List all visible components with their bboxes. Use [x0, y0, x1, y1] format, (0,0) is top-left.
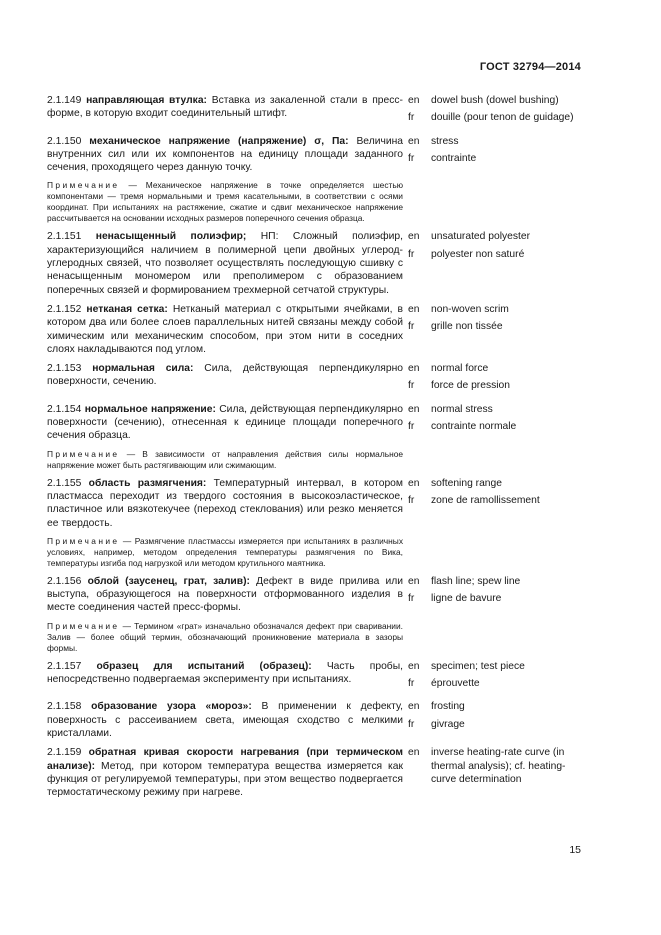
term-definition: Вставка из закаленной стали в пресс-форме, в которую входит соединительный штифт. — [47, 95, 403, 120]
language-codes — [408, 230, 431, 296]
translation-en: unsaturated polyester — [431, 231, 531, 243]
translation-fr: force de pression — [431, 380, 510, 392]
term-number: 2.1.155 — [47, 477, 82, 489]
term-name: механическое напряжение (напряжение) σ, Па: — [89, 135, 349, 147]
term-note — [47, 621, 403, 654]
language-code-fr: fr — [408, 380, 415, 392]
language-code-fr: fr — [408, 678, 415, 690]
translation-fr: polyester non saturé — [431, 248, 525, 260]
term-number: 2.1.152 — [47, 303, 82, 315]
terms-list — [47, 94, 588, 805]
term-definition-block — [47, 303, 408, 356]
term-note — [47, 180, 403, 224]
language-codes — [408, 477, 431, 530]
term-definition: Величина внутренних сил или их компонентов на единицу площади заданного сечения, проходящего через данную точку. — [47, 135, 403, 174]
note-text: — В зависимости от направления действия силы нормальное напряжение может быть растягивающим или сжимающим. — [47, 448, 404, 470]
term-number: 2.1.149 — [47, 95, 82, 106]
language-codes — [408, 94, 431, 129]
translation-fr: zone de ramollissement — [431, 494, 540, 506]
language-codes — [408, 575, 431, 615]
term-note — [47, 449, 403, 471]
translations — [431, 403, 588, 443]
document-standard-code: ГОСТ 32794—2014 — [479, 61, 581, 73]
language-code-en: en — [408, 477, 420, 489]
translations — [431, 700, 588, 740]
language-code-en: en — [408, 231, 420, 243]
term-definition: Часть пробы, непосредственно подвергаемая эксперименту при испытаниях. — [47, 660, 403, 686]
term-entry — [47, 403, 588, 443]
translation-fr: grille non tissée — [431, 321, 503, 333]
term-name: направляющая втулка: — [86, 95, 207, 106]
term-note — [47, 536, 403, 569]
term-name: нетканая сетка: — [86, 303, 168, 315]
language-code-en: en — [408, 303, 420, 315]
term-definition: Дефект в виде прилива или выступа, образующегося на поверхности отформованного изделия в месте соединения частей пресс-формы. — [47, 575, 404, 614]
term-name: обратная кривая скорости нагревания (при термическом анализе): — [47, 747, 403, 772]
term-definition: НП: Сложный полиэфир, характеризующийся наличием в полимерной цепи двойных углерод-углеродных связей, что позволяет осуществлять последующую сшивку с ненасыщенным мономером или преполимером с образованием поперечных связей и формированием трехмерной сетчатой структуры. — [47, 231, 403, 296]
translation-fr: contrainte normale — [431, 421, 517, 433]
note-label: Примечание — [47, 620, 120, 631]
language-code-en: en — [408, 660, 420, 672]
translations — [431, 575, 588, 615]
language-code-en: en — [408, 95, 420, 106]
term-definition-block — [47, 746, 408, 799]
term-name: образец для испытаний (образец): — [96, 660, 312, 672]
translation-fr: givrage — [431, 718, 465, 730]
translation-en: flash line; spew line — [431, 575, 521, 587]
language-codes — [408, 746, 431, 799]
translations — [431, 230, 588, 296]
term-definition-block — [47, 700, 408, 740]
term-definition-block — [47, 362, 408, 397]
translation-en: normal force — [431, 363, 489, 375]
language-code-fr: fr — [408, 421, 415, 433]
term-definition-block — [47, 230, 408, 296]
term-entry — [47, 362, 588, 397]
term-entry — [47, 575, 588, 615]
note-text: — Размягчение пластмассы измеряется при испытаниях в различных условиях, например, методом определения температуры размягчения по Вика, температуры изгиба под нагрузкой или методом крутильного маятника. — [47, 535, 404, 568]
language-code-fr: fr — [408, 112, 415, 124]
language-codes — [408, 660, 431, 695]
translation-fr: éprouvette — [431, 678, 480, 690]
term-definition: Метод, при котором температура вещества измеряется как функция от регулируемой температуры, при этом вещество подвергается термостатическому режиму при нагреве. — [47, 760, 403, 799]
term-name: нормальная сила: — [92, 363, 194, 375]
translations — [431, 362, 588, 397]
language-code-en: en — [408, 135, 420, 147]
term-number: 2.1.150 — [47, 135, 82, 147]
translation-en: stress — [431, 135, 459, 147]
translations — [431, 660, 588, 695]
term-definition-block — [47, 477, 408, 530]
translations — [431, 477, 588, 530]
term-entry — [47, 303, 588, 356]
language-code-en: en — [408, 575, 420, 587]
translations — [431, 746, 588, 799]
term-definition: Температурный интервал, в котором пластмасса переходит из твердого состояния в высокоэластическое, пластичное или вязкотекучее (переход стеклования) или резко меняется ее твердость. — [47, 477, 403, 529]
term-name: облой (заусенец, грат, залив): — [87, 575, 250, 587]
language-code-en: en — [408, 363, 420, 375]
translation-en: dowel bush (dowel bushing) — [431, 95, 559, 106]
language-codes — [408, 700, 431, 740]
language-code-en: en — [408, 403, 420, 415]
note-label: Примечание — [47, 535, 120, 546]
translation-fr: contrainte — [431, 152, 477, 164]
note-text: — Механическое напряжение в точке определяется шестью компонентами — тремя нормальными и тремя касательными, в соответствии с осями координат. При испытаниях на растяжение, сжатие и сдвиг механическое напряжение рассчитывается на основании исходных размеров поперечного сечения образца. — [47, 180, 403, 224]
term-definition-block — [47, 94, 408, 129]
translation-en: inverse heating-rate curve (in thermal analysis); cf. heating-curve determination — [431, 747, 566, 785]
term-number: 2.1.157 — [47, 660, 82, 672]
translations — [431, 94, 588, 129]
term-number: 2.1.159 — [47, 747, 82, 759]
term-name: образование узора «мороз»: — [91, 701, 252, 713]
translation-en: non-woven scrim — [431, 303, 509, 315]
term-name: ненасыщенный полиэфир; — [95, 231, 247, 243]
term-definition: Сила, действующая перпендикулярно поверхности, сечению. — [47, 363, 403, 388]
translation-fr: douille (pour tenon de guidage) — [431, 112, 574, 124]
language-code-fr: fr — [408, 718, 415, 730]
term-entry — [47, 135, 588, 175]
language-code-fr: fr — [408, 321, 415, 333]
note-text: — Термином «грат» изначально обозначался дефект при сваривании. Залив — более общий термин, обозначающий проникновение материала в зазоры формы. — [47, 620, 403, 653]
translation-en: softening range — [431, 477, 502, 489]
term-entry — [47, 477, 588, 530]
term-entry — [47, 660, 588, 695]
term-number: 2.1.151 — [47, 231, 82, 243]
term-entry — [47, 230, 588, 296]
note-label: Примечание — [47, 180, 120, 191]
language-codes — [408, 303, 431, 356]
language-code-fr: fr — [408, 248, 415, 260]
term-number: 2.1.153 — [47, 363, 82, 375]
language-codes — [408, 135, 431, 175]
term-definition-block — [47, 660, 408, 695]
translation-en: frosting — [431, 701, 465, 713]
translations — [431, 303, 588, 356]
language-code-en: en — [408, 747, 420, 759]
language-code-en: en — [408, 701, 420, 713]
term-number: 2.1.158 — [47, 701, 82, 713]
language-code-fr: fr — [408, 152, 415, 164]
term-entry — [47, 700, 588, 740]
term-definition: Нетканый материал с открытыми ячейками, в котором два или более слоев параллельных нитей связаны между собой химическим или механическим способом, при этом нити в соседних слоях накладываются под углом. — [47, 303, 403, 355]
language-codes — [408, 403, 431, 443]
term-definition-block — [47, 403, 408, 443]
language-code-fr: fr — [408, 494, 415, 506]
translation-fr: ligne de bavure — [431, 593, 502, 605]
term-entry — [47, 746, 588, 799]
note-label: Примечание — [47, 448, 120, 459]
term-number: 2.1.154 — [47, 403, 82, 415]
term-definition: Сила, действующая перпендикулярно поверхности (сечению), отнесенная к единице площади поперечного сечения образца. — [47, 403, 403, 442]
language-code-fr: fr — [408, 593, 415, 605]
page-number: 15 — [569, 844, 581, 856]
term-definition-block — [47, 575, 408, 615]
term-name: нормальное напряжение: — [84, 403, 216, 415]
term-entry — [47, 94, 588, 129]
term-definition-block — [47, 135, 408, 175]
term-name: область размягчения: — [88, 477, 207, 489]
translation-en: specimen; test piece — [431, 660, 525, 672]
translation-en: normal stress — [431, 403, 493, 415]
language-codes — [408, 362, 431, 397]
translations — [431, 135, 588, 175]
term-number: 2.1.156 — [47, 575, 82, 587]
term-definition: В применении к дефекту, поверхность с рассеиванием света, имеющая сходство с мелкими кристаллами. — [47, 701, 403, 739]
